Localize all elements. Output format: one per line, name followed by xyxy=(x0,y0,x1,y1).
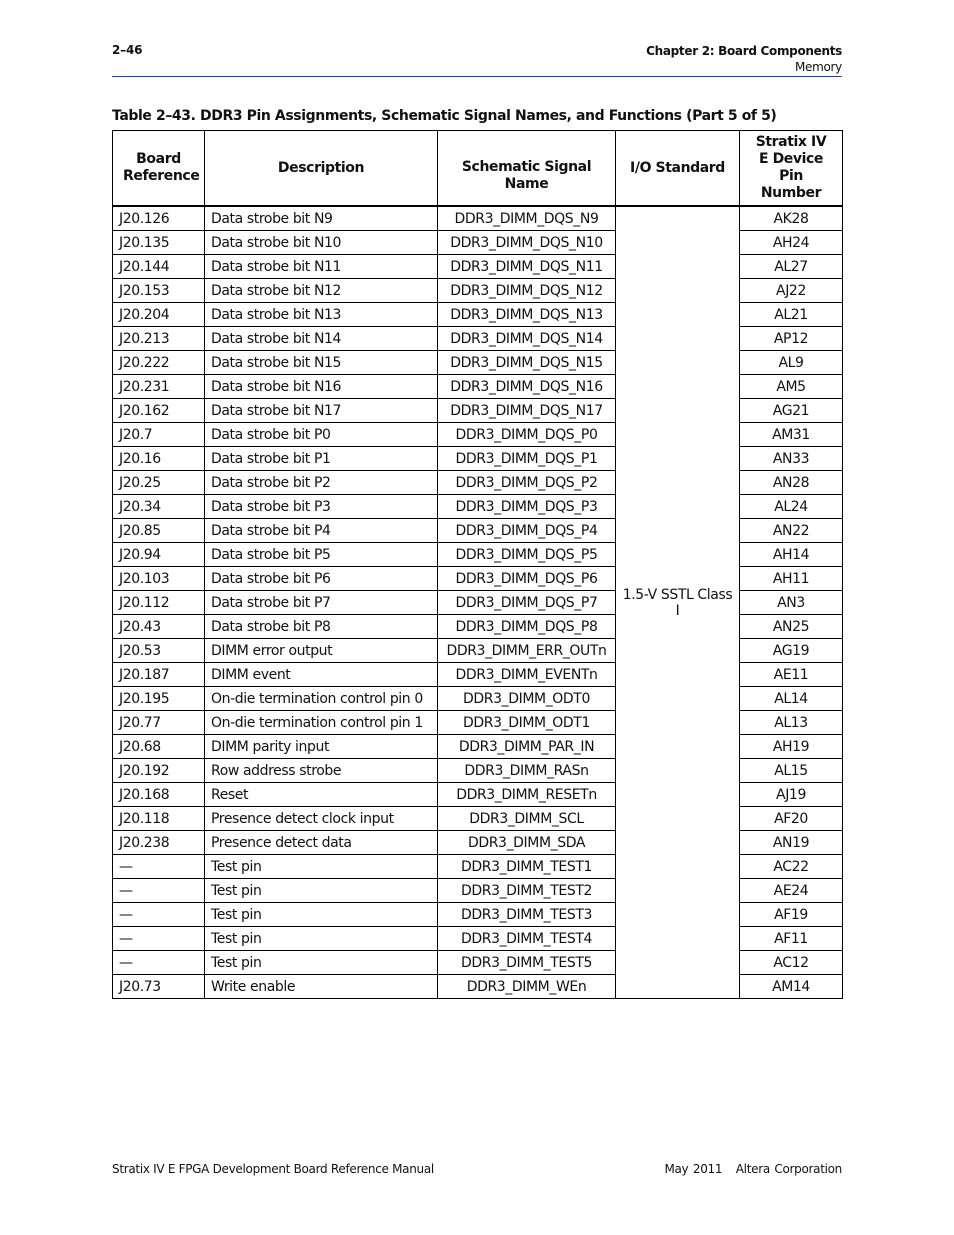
board-reference-cell: — xyxy=(113,903,205,927)
pin-number-cell: AL13 xyxy=(740,711,843,735)
board-reference-cell: J20.77 xyxy=(113,711,205,735)
pin-number-cell: AL24 xyxy=(740,495,843,519)
description-cell: Data strobe bit N12 xyxy=(205,279,438,303)
description-cell: Data strobe bit N16 xyxy=(205,375,438,399)
footer-publication xyxy=(664,1162,842,1176)
footer-manual-title: Stratix IV E FPGA Development Board Reference Manual xyxy=(112,1162,434,1176)
board-reference-cell: J20.168 xyxy=(113,783,205,807)
pin-number-cell: AL14 xyxy=(740,687,843,711)
footer-date: May 2011 xyxy=(664,1162,723,1176)
signal-name-cell: DDR3_DIMM_SCL xyxy=(438,807,616,831)
board-reference-cell: J20.238 xyxy=(113,831,205,855)
running-header xyxy=(646,43,842,75)
signal-name-cell: DDR3_DIMM_DQS_P6 xyxy=(438,567,616,591)
description-cell: Reset xyxy=(205,783,438,807)
board-reference-cell: J20.85 xyxy=(113,519,205,543)
signal-name-cell: DDR3_DIMM_DQS_N16 xyxy=(438,375,616,399)
description-cell: Data strobe bit N15 xyxy=(205,351,438,375)
board-reference-cell: — xyxy=(113,951,205,975)
pin-number-cell: AL15 xyxy=(740,759,843,783)
pin-number-cell: AC22 xyxy=(740,855,843,879)
description-cell: DIMM event xyxy=(205,663,438,687)
signal-name-cell: DDR3_DIMM_ODT0 xyxy=(438,687,616,711)
board-reference-cell: J20.204 xyxy=(113,303,205,327)
description-cell: Data strobe bit N14 xyxy=(205,327,438,351)
io-standard-cell: 1.5-V SSTL Class I xyxy=(616,206,740,999)
signal-name-cell: DDR3_DIMM_DQS_N10 xyxy=(438,231,616,255)
board-reference-cell: — xyxy=(113,879,205,903)
signal-name-cell: DDR3_DIMM_PAR_IN xyxy=(438,735,616,759)
pin-number-cell: AC12 xyxy=(740,951,843,975)
pin-number-cell: AH19 xyxy=(740,735,843,759)
board-reference-cell: J20.43 xyxy=(113,615,205,639)
signal-name-cell: DDR3_DIMM_DQS_P7 xyxy=(438,591,616,615)
table-header-row xyxy=(113,131,843,207)
pin-number-cell: AL9 xyxy=(740,351,843,375)
signal-name-cell: DDR3_DIMM_DQS_P2 xyxy=(438,471,616,495)
col-header-board-reference: Board Reference xyxy=(113,131,205,207)
description-cell: Row address strobe xyxy=(205,759,438,783)
pin-number-cell: AG21 xyxy=(740,399,843,423)
board-reference-cell: J20.94 xyxy=(113,543,205,567)
pin-number-cell: AE11 xyxy=(740,663,843,687)
board-reference-cell: J20.34 xyxy=(113,495,205,519)
description-cell: Test pin xyxy=(205,855,438,879)
pin-number-cell: AG19 xyxy=(740,639,843,663)
board-reference-cell: J20.187 xyxy=(113,663,205,687)
pin-number-cell: AF20 xyxy=(740,807,843,831)
signal-name-cell: DDR3_DIMM_DQS_P0 xyxy=(438,423,616,447)
description-cell: Data strobe bit P3 xyxy=(205,495,438,519)
description-cell: Write enable xyxy=(205,975,438,999)
description-cell: Data strobe bit N17 xyxy=(205,399,438,423)
description-cell: Data strobe bit P2 xyxy=(205,471,438,495)
board-reference-cell: J20.112 xyxy=(113,591,205,615)
description-cell: Data strobe bit P0 xyxy=(205,423,438,447)
board-reference-cell: J20.16 xyxy=(113,447,205,471)
signal-name-cell: DDR3_DIMM_SDA xyxy=(438,831,616,855)
board-reference-cell: J20.126 xyxy=(113,206,205,231)
section-title: Memory xyxy=(794,60,842,74)
description-cell: Data strobe bit P7 xyxy=(205,591,438,615)
signal-name-cell: DDR3_DIMM_DQS_P5 xyxy=(438,543,616,567)
pin-number-cell: AN28 xyxy=(740,471,843,495)
board-reference-cell: J20.7 xyxy=(113,423,205,447)
board-reference-cell: J20.118 xyxy=(113,807,205,831)
table-body xyxy=(113,206,843,999)
signal-name-cell: DDR3_DIMM_DQS_N14 xyxy=(438,327,616,351)
col-header-io-standard: I/O Standard xyxy=(616,131,740,207)
footer-company: Altera Corporation xyxy=(735,1162,842,1176)
pin-number-cell: AP12 xyxy=(740,327,843,351)
description-cell: Data strobe bit P1 xyxy=(205,447,438,471)
col-header-description: Description xyxy=(205,131,438,207)
signal-name-cell: DDR3_DIMM_TEST3 xyxy=(438,903,616,927)
header-rule xyxy=(112,76,842,77)
board-reference-cell: J20.231 xyxy=(113,375,205,399)
pin-number-cell: AH11 xyxy=(740,567,843,591)
pin-number-cell: AJ19 xyxy=(740,783,843,807)
signal-name-cell: DDR3_DIMM_TEST5 xyxy=(438,951,616,975)
board-reference-cell: J20.213 xyxy=(113,327,205,351)
pin-number-cell: AM14 xyxy=(740,975,843,999)
description-cell: Test pin xyxy=(205,903,438,927)
signal-name-cell: DDR3_DIMM_RESETn xyxy=(438,783,616,807)
board-reference-cell: J20.192 xyxy=(113,759,205,783)
description-cell: DIMM error output xyxy=(205,639,438,663)
board-reference-cell: J20.68 xyxy=(113,735,205,759)
table-caption: Table 2–43. DDR3 Pin Assignments, Schematic Signal Names, and Functions (Part 5 of 5) xyxy=(112,108,777,124)
pin-number-cell: AM5 xyxy=(740,375,843,399)
board-reference-cell: J20.222 xyxy=(113,351,205,375)
description-cell: DIMM parity input xyxy=(205,735,438,759)
pin-number-cell: AH14 xyxy=(740,543,843,567)
signal-name-cell: DDR3_DIMM_DQS_N15 xyxy=(438,351,616,375)
signal-name-cell: DDR3_DIMM_TEST1 xyxy=(438,855,616,879)
signal-name-cell: DDR3_DIMM_DQS_P8 xyxy=(438,615,616,639)
signal-name-cell: DDR3_DIMM_DQS_P1 xyxy=(438,447,616,471)
table-row xyxy=(113,206,843,231)
description-cell: Data strobe bit N9 xyxy=(205,206,438,231)
pin-number-cell: AM31 xyxy=(740,423,843,447)
board-reference-cell: J20.144 xyxy=(113,255,205,279)
signal-name-cell: DDR3_DIMM_ODT1 xyxy=(438,711,616,735)
description-cell: On-die termination control pin 0 xyxy=(205,687,438,711)
signal-name-cell: DDR3_DIMM_DQS_N9 xyxy=(438,206,616,231)
description-cell: On-die termination control pin 1 xyxy=(205,711,438,735)
signal-name-cell: DDR3_DIMM_RASn xyxy=(438,759,616,783)
pin-number-cell: AL21 xyxy=(740,303,843,327)
signal-name-cell: DDR3_DIMM_DQS_N13 xyxy=(438,303,616,327)
signal-name-cell: DDR3_DIMM_EVENTn xyxy=(438,663,616,687)
signal-name-cell: DDR3_DIMM_WEn xyxy=(438,975,616,999)
pin-number-cell: AN22 xyxy=(740,519,843,543)
description-cell: Data strobe bit P5 xyxy=(205,543,438,567)
pin-number-cell: AN25 xyxy=(740,615,843,639)
description-cell: Data strobe bit P8 xyxy=(205,615,438,639)
signal-name-cell: DDR3_DIMM_DQS_N11 xyxy=(438,255,616,279)
board-reference-cell: J20.153 xyxy=(113,279,205,303)
description-cell: Presence detect clock input xyxy=(205,807,438,831)
signal-name-cell: DDR3_DIMM_DQS_N12 xyxy=(438,279,616,303)
page-number: 2–46 xyxy=(112,43,143,57)
description-cell: Presence detect data xyxy=(205,831,438,855)
description-cell: Data strobe bit P4 xyxy=(205,519,438,543)
pin-number-cell: AE24 xyxy=(740,879,843,903)
pin-number-cell: AF11 xyxy=(740,927,843,951)
board-reference-cell: J20.103 xyxy=(113,567,205,591)
board-reference-cell: — xyxy=(113,927,205,951)
pin-number-cell: AN19 xyxy=(740,831,843,855)
signal-name-cell: DDR3_DIMM_DQS_N17 xyxy=(438,399,616,423)
description-cell: Test pin xyxy=(205,927,438,951)
board-reference-cell: J20.162 xyxy=(113,399,205,423)
pin-assignment-table xyxy=(112,130,843,999)
board-reference-cell: J20.195 xyxy=(113,687,205,711)
board-reference-cell: J20.53 xyxy=(113,639,205,663)
board-reference-cell: J20.25 xyxy=(113,471,205,495)
description-cell: Data strobe bit N11 xyxy=(205,255,438,279)
signal-name-cell: DDR3_DIMM_TEST4 xyxy=(438,927,616,951)
pin-number-cell: AL27 xyxy=(740,255,843,279)
description-cell: Test pin xyxy=(205,879,438,903)
pin-number-cell: AJ22 xyxy=(740,279,843,303)
pin-number-cell: AK28 xyxy=(740,206,843,231)
pin-number-cell: AH24 xyxy=(740,231,843,255)
col-header-signal-name: Schematic Signal Name xyxy=(438,131,616,207)
board-reference-cell: J20.135 xyxy=(113,231,205,255)
pin-number-cell: AF19 xyxy=(740,903,843,927)
signal-name-cell: DDR3_DIMM_DQS_P3 xyxy=(438,495,616,519)
pin-number-cell: AN3 xyxy=(740,591,843,615)
chapter-title: Chapter 2: Board Components xyxy=(646,44,842,58)
description-cell: Data strobe bit P6 xyxy=(205,567,438,591)
description-cell: Data strobe bit N10 xyxy=(205,231,438,255)
board-reference-cell: — xyxy=(113,855,205,879)
description-cell: Test pin xyxy=(205,951,438,975)
signal-name-cell: DDR3_DIMM_ERR_OUTn xyxy=(438,639,616,663)
signal-name-cell: DDR3_DIMM_TEST2 xyxy=(438,879,616,903)
pin-number-cell: AN33 xyxy=(740,447,843,471)
col-header-pin-number: Stratix IV E Device Pin Number xyxy=(740,131,843,207)
signal-name-cell: DDR3_DIMM_DQS_P4 xyxy=(438,519,616,543)
board-reference-cell: J20.73 xyxy=(113,975,205,999)
description-cell: Data strobe bit N13 xyxy=(205,303,438,327)
